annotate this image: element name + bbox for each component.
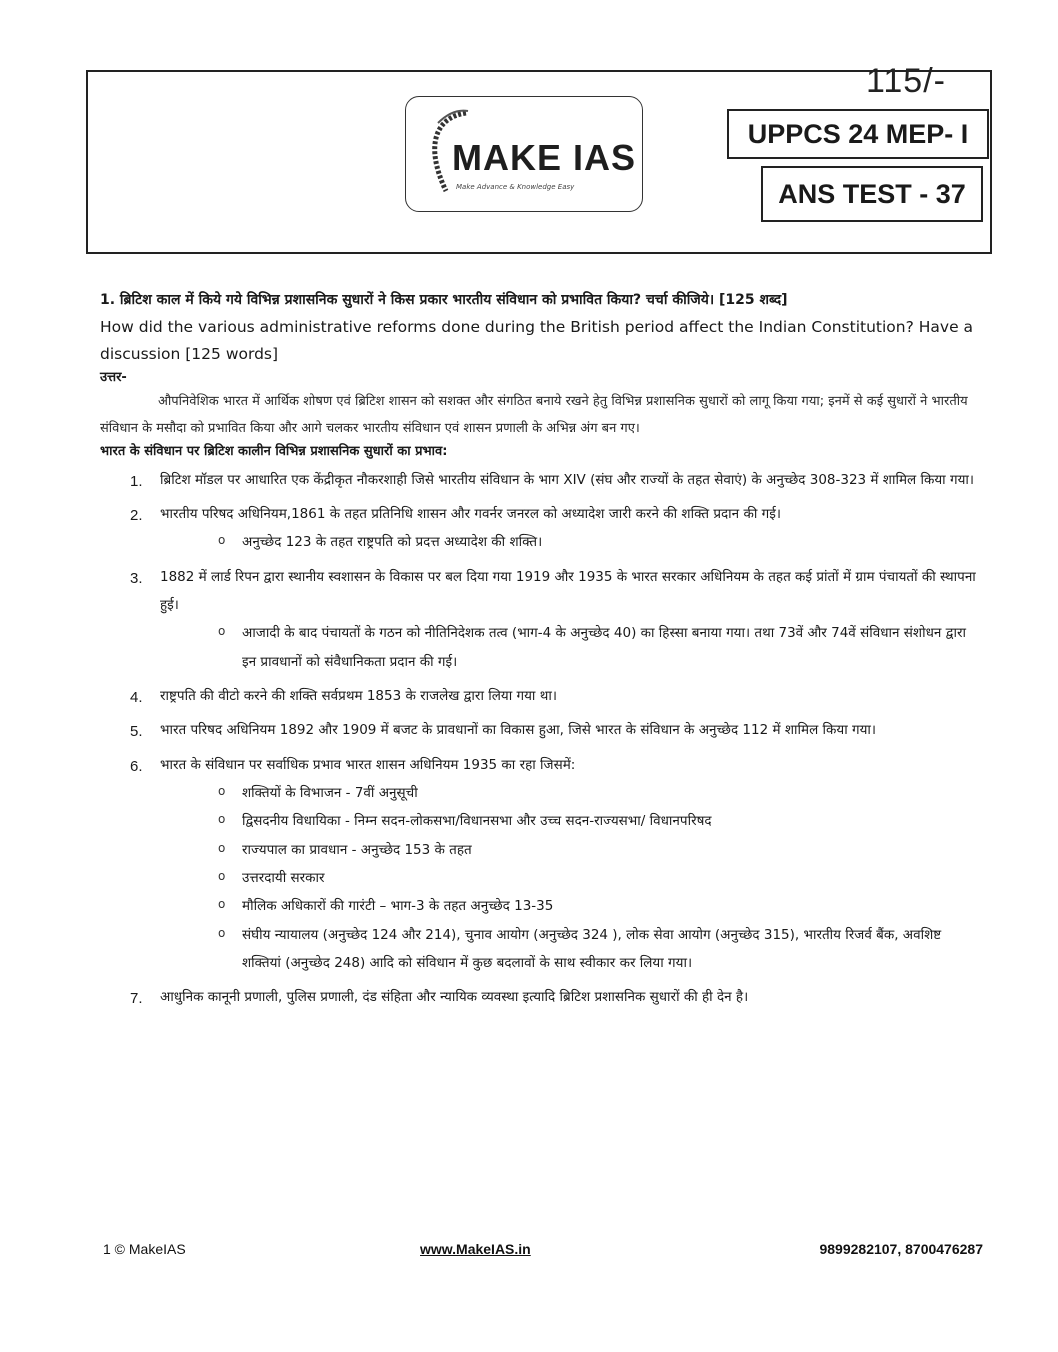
answer-intro: औपनिवेशिक भारत में आर्थिक शोषण एवं ब्रिटिश शासन को सशक्त और संगठित बनाये रखने हेतु विभिन्न प्रशासनिक सुधारों को लागू किया गया; इनमें से कई सुधारों ने भारतीय संविधान के मसौदा को प्रभावित किया और आगे चलकर भारतीय संविधान एवं शासन प्रणाली के अभिन्न अंग बन गए। [100, 394, 968, 437]
answer-subheading: भारत के संविधान पर ब्रिटिश कालीन विभिन्न प्रशासनिक सुधारों का प्रभाव: [100, 443, 448, 459]
sub-list-item: o संघीय न्यायालय (अनुच्छेद 124 और 214), चुनाव आयोग (अनुच्छेद 324 ), लोक सेवा आयोग (अनुच्छेद 315), भारतीय रिजर्व बैंक, अवशिष्ट शक्तियां (अनुच्छेद 248) आदि को संविधान में कुछ बदलावों के साथ स्वीकार कर लिया गया। [218, 921, 980, 978]
footer-page-copyright: 1 © MakeIAS [103, 1241, 186, 1257]
bullet-icon: o [218, 624, 226, 639]
question-english: How did the various administrative reforms done during the British period affect the Indian Constitution? Have a discussion [125 words] [100, 318, 974, 364]
page-footer [103, 1241, 983, 1263]
list-item: 6. भारत के संविधान पर सर्वाधिक प्रभाव भारत शासन अधिनियम 1935 का रहा जिसमें: o शक्तियों के विभाजन - 7वीं अनुसूची o द्विसदनीय विधायिका - निम्न सदन-लोकसभा/विधानसभा और उच्च सदन-राज्यसभा/ विधानपरिषद o राज्यपाल का प्रावधान - अनुच्छेद 153 के तहत o उत्तरदायी सरकार o मौलिक अधिकारों की गारंटी – भाग-3 के तहत अनुच्छेद 13-35 o संघीय न्यायालय (अनुच्छेद 124 और 214), चुनाव आयोग (अनुच्छेद 324 ), लोक सेवा आयोग (अनुच्छेद 315), भारतीय रिजर्व बैंक, अवशिष्ट शक्तियां (अनुच्छेद 248) आदि को संविधान में कुछ बदलावों के साथ स्वीकार कर लिया गया। [100, 751, 980, 978]
sub-list-item: o राज्यपाल का प्रावधान - अनुच्छेद 153 के तहत [218, 836, 980, 864]
bullet-icon: o [218, 840, 226, 855]
sub-list [160, 779, 980, 977]
logo-tagline: Make Advance & Knowledge Easy [456, 183, 575, 191]
points-list [100, 466, 980, 1012]
price-label: 115/- [866, 62, 946, 100]
answer-label: उत्तर- [100, 369, 127, 385]
bullet-icon: o [218, 812, 226, 827]
sub-list-item: o आजादी के बाद पंचायतों के गठन को नीतिनिदेशक तत्व (भाग-4 के अनुच्छेद 40) का हिस्सा बनाया गया। तथा 73वें और 74वें संविधान संशोधन द्वारा इन प्रावधानों को संवैधानिकता प्रदान की गई। [218, 619, 980, 676]
sub-list-item: o मौलिक अधिकारों की गारंटी – भाग-3 के तहत अनुच्छेद 13-35 [218, 892, 980, 920]
sub-list [160, 528, 980, 556]
bullet-icon: o [218, 783, 226, 798]
document-body [100, 290, 980, 1018]
series-badge: UPPCS 24 MEP- I [727, 109, 989, 159]
list-item: 2. भारतीय परिषद अधिनियम,1861 के तहत प्रतिनिधि शासन और गवर्नर जनरल को अध्यादेश जारी करने की शक्ति प्रदान की गई। o अनुच्छेद 123 के तहत राष्ट्रपति को प्रदत्त अध्यादेश की शक्ति। [100, 500, 980, 557]
list-item: 5. भारत परिषद अधिनियम 1892 और 1909 में बजट के प्रावधानों का विकास हुआ, जिसे भारत के संविधान के अनुच्छेद 112 में शामिल किया गया। [130, 722, 877, 741]
sub-list-item: o अनुच्छेद 123 के तहत राष्ट्रपति को प्रदत्त अध्यादेश की शक्ति। [218, 528, 980, 556]
footer-website-link[interactable]: www.MakeIAS.in [420, 1241, 531, 1257]
list-item: 7. आधुनिक कानूनी प्रणाली, पुलिस प्रणाली, दंड संहिता और न्यायिक व्यवस्था इत्यादि ब्रिटिश प्रशासनिक सुधारों की ही देन है। [130, 989, 749, 1008]
sub-list-item: o द्विसदनीय विधायिका - निम्न सदन-लोकसभा/विधानसभा और उच्च सदन-राज्यसभा/ विधानपरिषद [218, 807, 980, 835]
bullet-icon: o [218, 925, 226, 940]
logo-text: MAKE IAS [452, 137, 637, 178]
footer-phone-numbers: 9899282107, 8700476287 [819, 1241, 983, 1257]
sub-list [160, 619, 980, 676]
bullet-icon: o [218, 533, 226, 548]
test-badge: ANS TEST - 37 [761, 166, 983, 222]
bullet-icon: o [218, 868, 226, 883]
question-hindi: 1. ब्रिटिश काल में किये गये विभिन्न प्रशासनिक सुधारों ने किस प्रकार भारतीय संविधान को प्रभावित किया? चर्चा कीजिये। [125 शब्द] [100, 292, 788, 308]
list-item: 1. ब्रिटिश मॉडल पर आधारित एक केंद्रीकृत नौकरशाही जिसे भारतीय संविधान के भाग XIV (संघ और राज्यों के तहत सेवाएं) के अनुच्छेद 308-323 में शामिल किया गया। [130, 471, 975, 490]
list-item: 4. राष्ट्रपति की वीटो करने की शक्ति सर्वप्रथम 1853 के राजलेख द्वारा लिया गया था। [130, 687, 557, 706]
sub-list-item: o उत्तरदायी सरकार [218, 864, 980, 892]
list-item: 3. 1882 में लार्ड रिपन द्वारा स्थानीय स्वशासन के विकास पर बल दिया गया 1919 और 1935 के भारत सरकार अधिनियम के तहत कई प्रांतों में ग्राम पंचायतों की स्थापना हुई। o आजादी के बाद पंचायतों के गठन को नीतिनिदेशक तत्व (भाग-4 के अनुच्छेद 40) का हिस्सा बनाया गया। तथा 73वें और 74वें संविधान संशोधन द्वारा इन प्रावधानों को संवैधानिकता प्रदान की गई। [100, 563, 980, 676]
logo [405, 96, 643, 212]
sub-list-item: o शक्तियों के विभाजन - 7वीं अनुसूची [218, 779, 980, 807]
bullet-icon: o [218, 897, 226, 912]
